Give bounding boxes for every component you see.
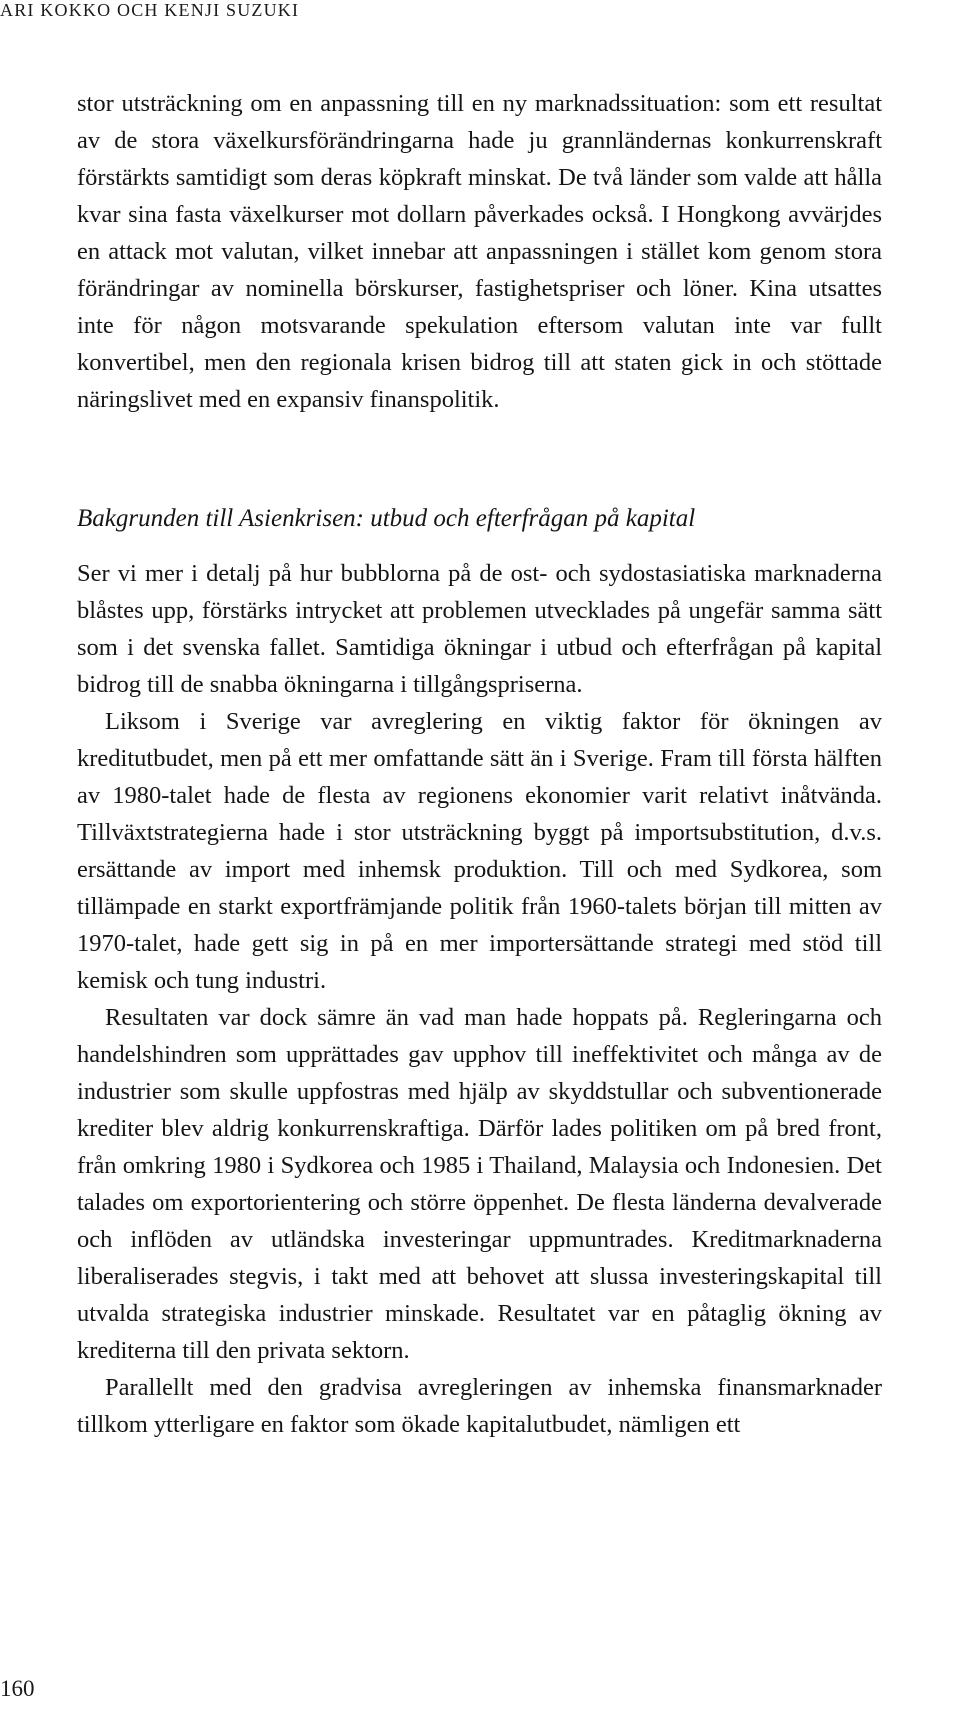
section-body [77,555,882,1443]
intro-text-block [77,85,882,418]
intro-paragraph: stor utsträckning om en anpassning till en ny marknadssituation: som ett resultat av de stora växelkursförändringarna hade ju grannländernas konkurrenskraft förstärkts samtidigt som deras köpkraft minskat. De två länder som valde att hålla kvar sina fasta växelkurser mot dollarn påverkades också. I Hongkong avvärjdes en attack mot valutan, vilket innebar att anpassningen i stället kom genom stora förändringar av nominella börskurser, fastighetspriser och löner. Kina utsattes inte för någon motsvarande spekulation eftersom valutan inte var fullt konvertibel, men den regionala krisen bidrog till att staten gick in och stöttade näringslivet med en expansiv finanspolitik. [77,90,882,413]
running-head: ARI KOKKO OCH KENJI SUZUKI [0,0,300,20]
body-paragraph-4: Parallellt med den gradvisa avregleringen av inhemska finansmarknader tillkom ytterligare en faktor som ökade kapitalutbudet, nämligen ett [77,1374,882,1438]
body-paragraph-2: Liksom i Sverige var avreglering en viktig faktor för ökningen av kreditutbudet, men på ett mer omfattande sätt än i Sverige. Fram till första hälften av 1980-talet hade de flesta av regionens ekonomier varit relativt inåtvända. Tillväxtstrategierna hade i stor utsträckning byggt på importsubstitution, d.v.s. ersättande av import med inhemsk produktion. Till och med Sydkorea, som tillämpade en starkt exportfrämjande politik från 1960-talets början till mitten av 1970-talet, hade gett sig in på en mer importersättande strategi med stöd till kemisk och tung industri. [77,708,882,994]
body-paragraph-1: Ser vi mer i detalj på hur bubblorna på de ost- och sydostasiatiska marknaderna blåstes upp, förstärks intrycket att problemen utvecklades på ungefär samma sätt som i det svenska fallet. Samtidiga ökningar i utbud och efterfrågan på kapital bidrog till de snabba ökningarna i tillgångspriserna. [77,560,882,698]
page-number: 160 [0,1676,35,1701]
body-paragraph-3: Resultaten var dock sämre än vad man hade hoppats på. Regleringarna och handelshindren som upprättades gav upphov till ineffektivitet och många av de industrier som skulle uppfostras med hjälp av skyddstullar och subventionerade krediter blev aldrig konkurrenskraftiga. Därför lades politiken om på bred front, från omkring 1980 i Sydkorea och 1985 i Thailand, Malaysia och Indonesien. Det talades om exportorientering och större öppenhet. De flesta länderna devalverade och inflöden av utländska investeringar uppmuntrades. Kreditmarknaderna liberaliserades stegvis, i takt med att behovet att slussa investeringskapital till utvalda strategiska industrier minskade. Resultatet var en påtaglig ökning av krediterna till den privata sektorn. [77,1004,882,1364]
section-heading: Bakgrunden till Asienkrisen: utbud och efterfrågan på kapital [77,505,696,532]
